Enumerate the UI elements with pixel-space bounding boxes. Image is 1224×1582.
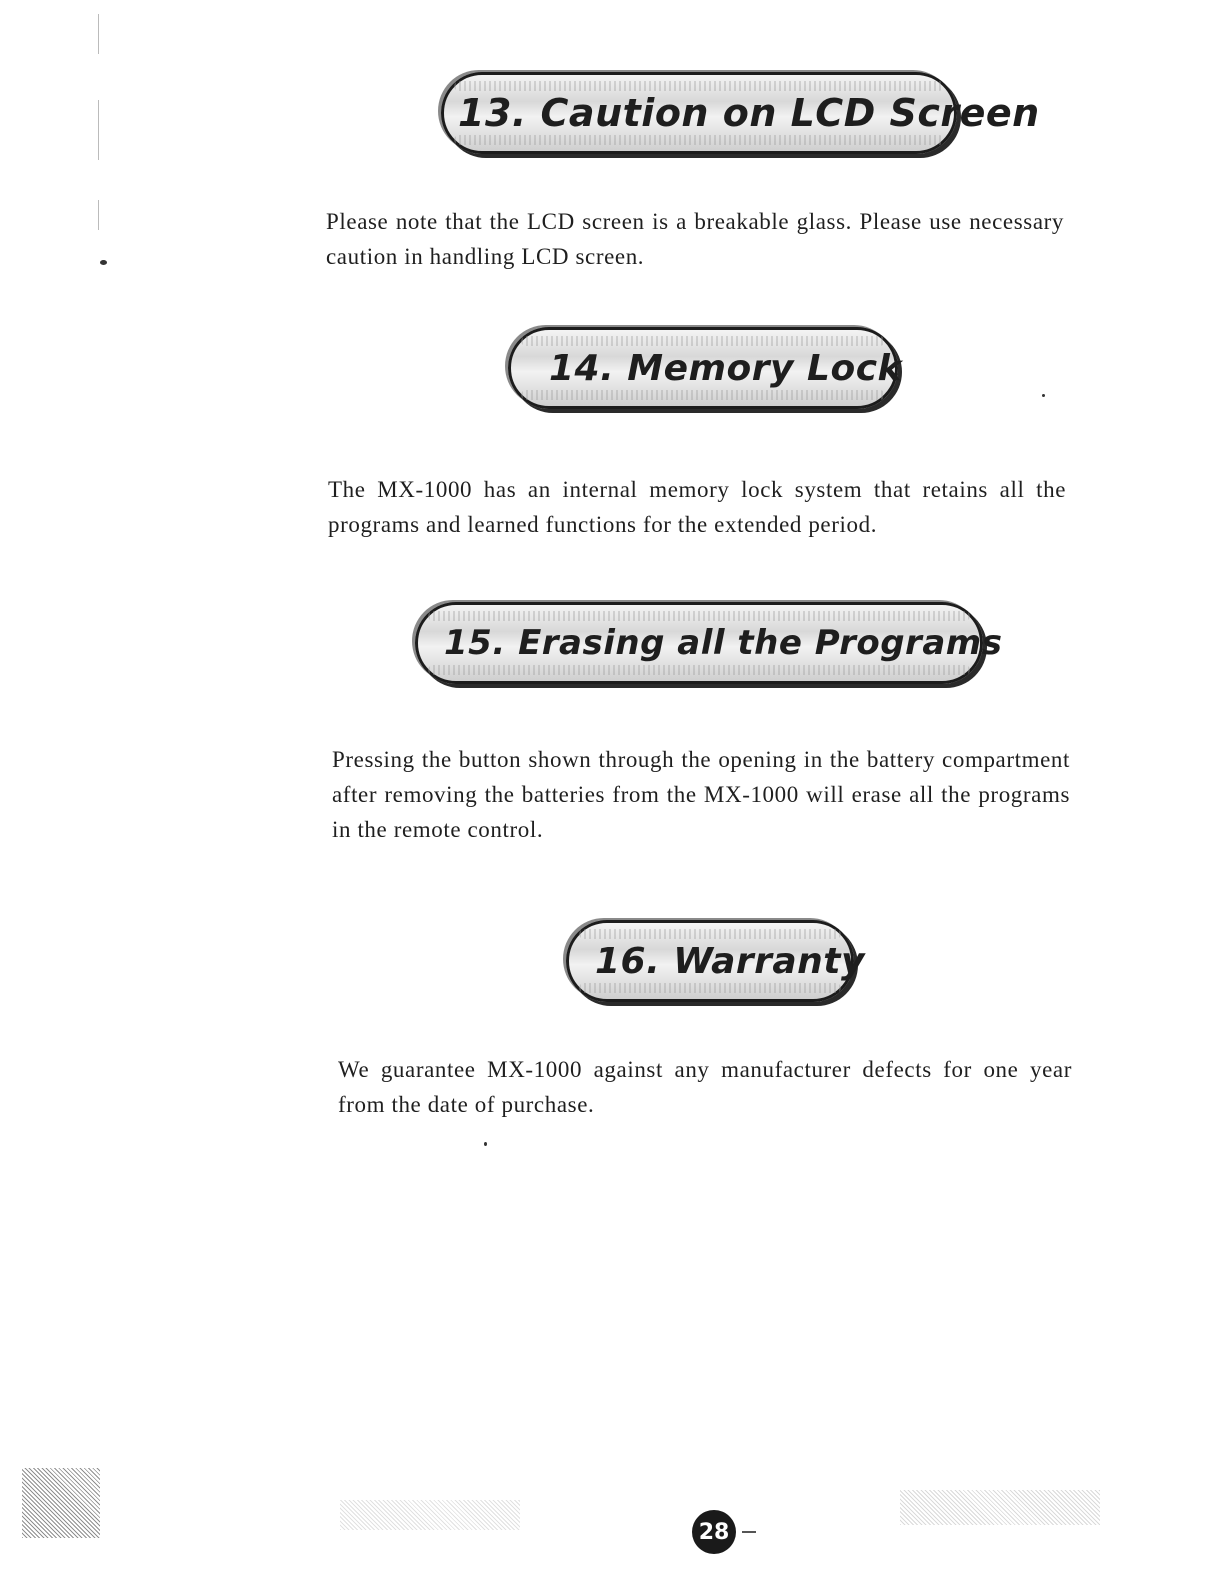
- heading-texture: [521, 390, 885, 400]
- heading-texture: [579, 929, 841, 939]
- scan-speck: [484, 1142, 487, 1146]
- heading-texture: [521, 336, 885, 346]
- section-16-title: 16. Warranty: [595, 940, 865, 982]
- section-13-title: 13. Caution on LCD Screen: [458, 91, 1040, 135]
- scan-edge-line: [98, 100, 99, 160]
- section-13-heading: [441, 72, 1040, 154]
- scan-speck: [1042, 394, 1045, 397]
- section-15-body: Pressing the button shown through the opening in the battery compartment after removing the batteries from the MX-1000 will erase all the programs in the remote control.: [332, 747, 1070, 842]
- heading-texture: [454, 135, 944, 145]
- page-number: 28: [698, 1519, 730, 1545]
- scan-edge-line: [98, 200, 99, 230]
- heading-texture: [428, 611, 970, 621]
- section-13-body: Please note that the LCD screen is a breakable glass. Please use necessary caution in handling LCD screen.: [326, 209, 1064, 269]
- page-number-dash: [742, 1531, 756, 1533]
- section-15-heading: [415, 602, 1003, 684]
- section-14-title: 14. Memory Lock: [549, 347, 902, 389]
- heading-texture: [454, 81, 944, 91]
- section-14-body: The MX-1000 has an internal memory lock system that retains all the programs and learned functions for the extended period.: [328, 477, 1066, 537]
- scan-speck: [100, 260, 107, 265]
- heading-texture: [579, 983, 841, 993]
- section-15-title: 15. Erasing all the Programs: [444, 623, 1003, 663]
- section-16-heading: [566, 920, 865, 1002]
- section-14-heading: [508, 327, 902, 409]
- scan-noise: [340, 1500, 520, 1530]
- section-16-body: We guarantee MX-1000 against any manufacturer defects for one year from the date of purchase.: [338, 1057, 1072, 1117]
- scan-noise: [900, 1490, 1100, 1525]
- scan-edge-line: [98, 14, 99, 54]
- heading-texture: [428, 665, 970, 675]
- page-number-badge: [692, 1510, 736, 1554]
- scan-noise: [22, 1468, 100, 1538]
